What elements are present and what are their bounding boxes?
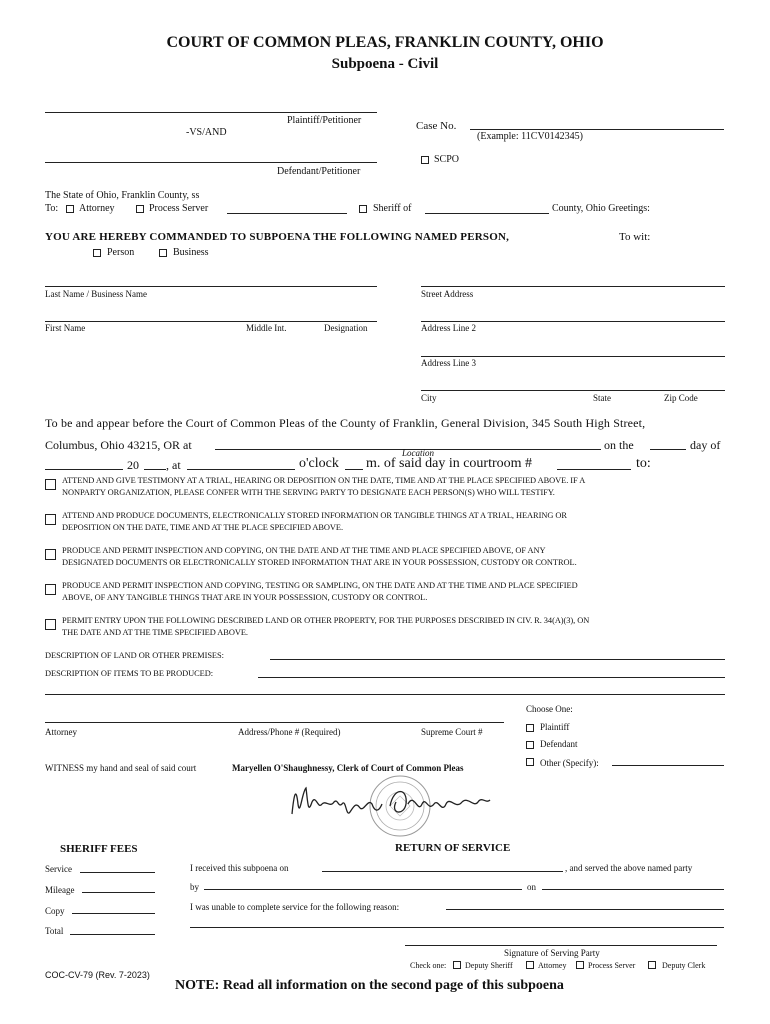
address-line2-label: Address Line 2: [421, 323, 476, 333]
copy-fee-field[interactable]: [72, 913, 155, 914]
last-name-field[interactable]: [45, 286, 377, 287]
scpo-checkbox[interactable]: [421, 156, 429, 164]
fee-label: Total: [45, 926, 64, 936]
last-name-label: Last Name / Business Name: [45, 289, 147, 299]
received-label: I received this subpoena on: [190, 863, 289, 873]
option-text: DESIGNATED DOCUMENTS OR ELECTRONICALLY STORED INFORMATION THAT ARE IN YOUR POSSESSION, CUSTODY OR CONTROL.: [62, 558, 577, 567]
street-field[interactable]: [421, 286, 725, 287]
attorney-label-2: Attorney: [45, 727, 77, 737]
location-label: Location: [402, 448, 435, 458]
option-inspect-copy-checkbox[interactable]: [45, 549, 56, 560]
appearance-line1: To be and appear before the Court of Common Pleas of the County of Franklin, General Division, 345 South High Street,: [45, 416, 646, 430]
fee-label: Service: [45, 864, 72, 874]
option-permit-entry-checkbox[interactable]: [45, 619, 56, 630]
state-label: State: [593, 393, 611, 403]
option-text: THE DATE AND AT THE TIME SPECIFIED ABOVE.: [62, 628, 248, 637]
document-type: Subpoena - Civil: [331, 56, 439, 72]
signature-field[interactable]: [405, 945, 717, 946]
unable-reason-field-2[interactable]: [190, 927, 724, 928]
vs-label: -VS/AND: [186, 127, 227, 138]
process-server-label: Process Server: [149, 203, 209, 214]
other-specify-field[interactable]: [612, 765, 724, 766]
option-testimony-checkbox[interactable]: [45, 479, 56, 490]
option-text: PERMIT ENTRY UPON THE FOLLOWING DESCRIBED LAND OR OTHER PROPERTY, FOR THE PURPOSES DESCRIBED IN CIV. R. 34(A)(3), ON: [62, 616, 590, 625]
footer-note: NOTE: Read all information on the second page of this subpoena: [175, 978, 564, 993]
to-wit: To wit:: [619, 231, 651, 243]
served-label: , and served the above named party: [565, 863, 693, 873]
unable-label: I was unable to complete service for the following reason:: [190, 902, 400, 912]
attorney-label: Attorney: [79, 203, 115, 214]
option-text: NONPARTY ORGANIZATION, PLEASE CONFER WITH THE SERVING PARTY TO DESIGNATE EACH PERSON(S) WHO WILL TESTIFY.: [62, 488, 555, 497]
defendant-label: Defendant/Petitioner: [277, 166, 361, 177]
appearance-line2: Columbus, Ohio 43215, OR at: [45, 438, 192, 452]
option-produce-docs-checkbox[interactable]: [45, 514, 56, 525]
attorney-info-field[interactable]: [45, 722, 504, 723]
service-fee-field[interactable]: [80, 872, 155, 873]
city-label: City: [421, 393, 437, 403]
items-description-label: DESCRIPTION OF ITEMS TO BE PRODUCED:: [45, 669, 213, 678]
zip-label: Zip Code: [664, 393, 698, 403]
county-greetings: County, Ohio Greetings:: [552, 203, 650, 214]
designation-label: Designation: [324, 323, 368, 333]
deputy-sheriff-checkbox[interactable]: [453, 961, 461, 969]
option-text: PRODUCE AND PERMIT INSPECTION AND COPYING, TESTING OR SAMPLING, ON THE DATE AND AT THE TIME AND PLACE SPECIFIED: [62, 581, 578, 590]
deputy-clerk-checkbox[interactable]: [648, 961, 656, 969]
option-text: PRODUCE AND PERMIT INSPECTION AND COPYING, ON THE DATE AND AT THE TIME AND PLACE SPECIFIED ABOVE, OF ANY: [62, 546, 546, 555]
land-description-field[interactable]: [270, 659, 725, 660]
address-line2-field[interactable]: [421, 321, 725, 322]
served-by-field[interactable]: [204, 889, 522, 890]
time-field[interactable]: [187, 469, 295, 470]
am-pm-field[interactable]: [345, 469, 363, 470]
items-description-field[interactable]: [258, 677, 725, 678]
state-line: The State of Ohio, Franklin County, ss: [45, 190, 200, 201]
defendant-checkbox[interactable]: [526, 741, 534, 749]
serving-attorney-checkbox[interactable]: [526, 961, 534, 969]
court-title: COURT OF COMMON PLEAS, FRANKLIN COUNTY, OHIO: [166, 34, 604, 51]
mileage-fee-field[interactable]: [82, 892, 155, 893]
defendant-option-label: Defendant: [540, 739, 578, 749]
received-date-field[interactable]: [322, 871, 563, 872]
to-label-2: to:: [636, 456, 651, 471]
person-checkbox[interactable]: [93, 249, 101, 257]
sheriff-fees-title: SHERIFF FEES: [60, 843, 138, 855]
option-inspect-test-checkbox[interactable]: [45, 584, 56, 595]
to-label: To:: [45, 203, 59, 214]
oclock-label: o'clock: [299, 456, 339, 471]
command-text: YOU ARE HEREBY COMMANDED TO SUBPOENA THE FOLLOWING NAMED PERSON,: [45, 231, 510, 243]
plaintiff-option-label: Plaintiff: [540, 722, 570, 732]
serving-process-server-label: Process Server: [588, 961, 636, 970]
option-text: ATTEND AND GIVE TESTIMONY AT A TRIAL, HEARING OR DEPOSITION ON THE DATE, TIME AND AT THE PLACE SPECIFIED ABOVE. IF A: [62, 476, 586, 485]
witness-text: WITNESS my hand and seal of said court: [45, 763, 197, 773]
case-no-label: Case No.: [416, 120, 457, 132]
scpo-label: SCPO: [434, 154, 460, 165]
sheriff-county-field[interactable]: [425, 213, 549, 214]
on-label: on: [527, 882, 536, 892]
choose-one-label: Choose One:: [526, 704, 573, 714]
other-option-label: Other (Specify):: [540, 758, 599, 768]
attorney-checkbox[interactable]: [66, 205, 74, 213]
person-label: Person: [107, 247, 135, 258]
fee-label: Copy: [45, 906, 65, 916]
city-state-zip-field[interactable]: [421, 390, 725, 391]
address-phone-label: Address/Phone # (Required): [238, 727, 341, 737]
business-checkbox[interactable]: [159, 249, 167, 257]
case-no-field[interactable]: [470, 129, 724, 130]
return-of-service-title: RETURN OF SERVICE: [395, 842, 511, 854]
supreme-court-label: Supreme Court #: [421, 727, 483, 737]
other-checkbox[interactable]: [526, 758, 534, 766]
serving-process-server-checkbox[interactable]: [576, 961, 584, 969]
deputy-sheriff-label: Deputy Sheriff: [465, 961, 513, 970]
case-example: (Example: 11CV0142345): [477, 131, 584, 142]
month-field[interactable]: [45, 469, 123, 470]
sheriff-of-label: Sheriff of: [373, 203, 412, 214]
first-name-label: First Name: [45, 323, 86, 333]
street-label: Street Address: [421, 289, 474, 299]
address-line3-label: Address Line 3: [421, 358, 476, 368]
clerk-name: Maryellen O'Shaughnessy, Clerk of Court of Common Pleas: [232, 763, 464, 773]
year-prefix: 20: [127, 458, 139, 472]
option-text: DEPOSITION ON THE DATE, TIME AND AT THE PLACE SPECIFIED ABOVE.: [62, 523, 344, 532]
at-label: , at: [166, 458, 181, 472]
deputy-clerk-label: Deputy Clerk: [662, 961, 706, 970]
first-name-field[interactable]: [45, 321, 377, 322]
form-number: COC-CV-79 (Rev. 7-2023): [45, 970, 150, 980]
day-of-label: day of: [690, 438, 721, 452]
middle-label: Middle Int.: [246, 323, 287, 333]
items-description-field-2[interactable]: [45, 694, 725, 695]
clerk-signature-and-seal: [286, 774, 496, 840]
check-one-label: Check one:: [410, 961, 447, 970]
on-the-label: on the: [604, 438, 634, 452]
by-label: by: [190, 882, 199, 892]
signature-icon: [292, 788, 490, 814]
business-label: Business: [173, 247, 209, 258]
total-fee-field[interactable]: [70, 934, 155, 935]
option-text: ATTEND AND PRODUCE DOCUMENTS, ELECTRONICALLY STORED INFORMATION OR TANGIBLE THINGS AT A TRIAL, HEARING OR: [62, 511, 567, 520]
plaintiff-label: Plaintiff/Petitioner: [287, 115, 362, 126]
courtroom-field[interactable]: [557, 469, 631, 470]
day-field[interactable]: [650, 449, 686, 450]
address-line3-field[interactable]: [421, 356, 725, 357]
serving-attorney-label: Attorney: [538, 961, 567, 970]
signature-label: Signature of Serving Party: [504, 948, 600, 958]
plaintiff-field[interactable]: [45, 112, 377, 113]
option-text: ABOVE, OF ANY TANGIBLE THINGS THAT ARE IN YOUR POSSESSION, CUSTODY OR CONTROL.: [62, 593, 428, 602]
year-field[interactable]: [144, 469, 166, 470]
process-server-checkbox[interactable]: [136, 205, 144, 213]
defendant-field[interactable]: [45, 162, 377, 163]
land-description-label: DESCRIPTION OF LAND OR OTHER PREMISES:: [45, 651, 224, 660]
fee-label: Mileage: [45, 885, 75, 895]
sheriff-checkbox[interactable]: [359, 205, 367, 213]
served-on-field[interactable]: [542, 889, 724, 890]
unable-reason-field[interactable]: [446, 909, 724, 910]
courtroom-label: m. of said day in courtroom #: [366, 456, 533, 471]
process-server-name-field[interactable]: [227, 213, 347, 214]
plaintiff-checkbox[interactable]: [526, 724, 534, 732]
